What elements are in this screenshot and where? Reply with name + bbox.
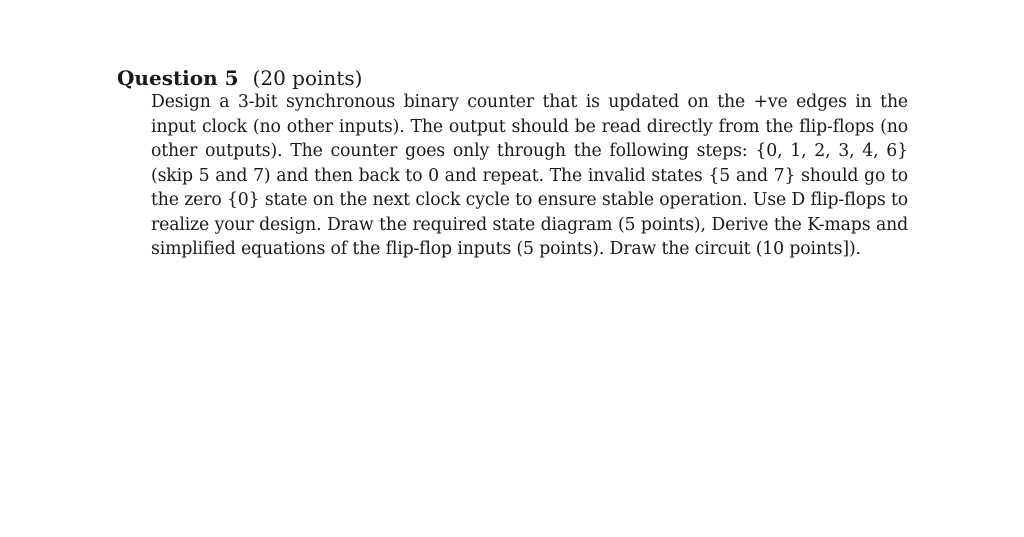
question-title: Question 5 (117, 66, 239, 90)
question-points: (20 points) (252, 66, 363, 90)
question-text: Design a 3-bit synchronous binary counter that is updated on the +ve edges in the input clock (no other inputs). The output should be read directly from the flip-flops (no other outputs). The counter goes only through the following steps: {0, 1, 2, 3, 4, 6} (skip 5 and 7) and then back to 0 and repeat. The invalid states {5 and 7} should go to the zero {0} state on the next clock cycle to ensure stable operation. Use D flip-flops to realize your design. Draw the required state diagram (5 points), Derive the K-maps and simplified equations of the flip-flop inputs (5 points). Draw the circuit (10 points]). (151, 92, 908, 259)
question-header (117, 66, 912, 90)
question-block (117, 66, 912, 262)
